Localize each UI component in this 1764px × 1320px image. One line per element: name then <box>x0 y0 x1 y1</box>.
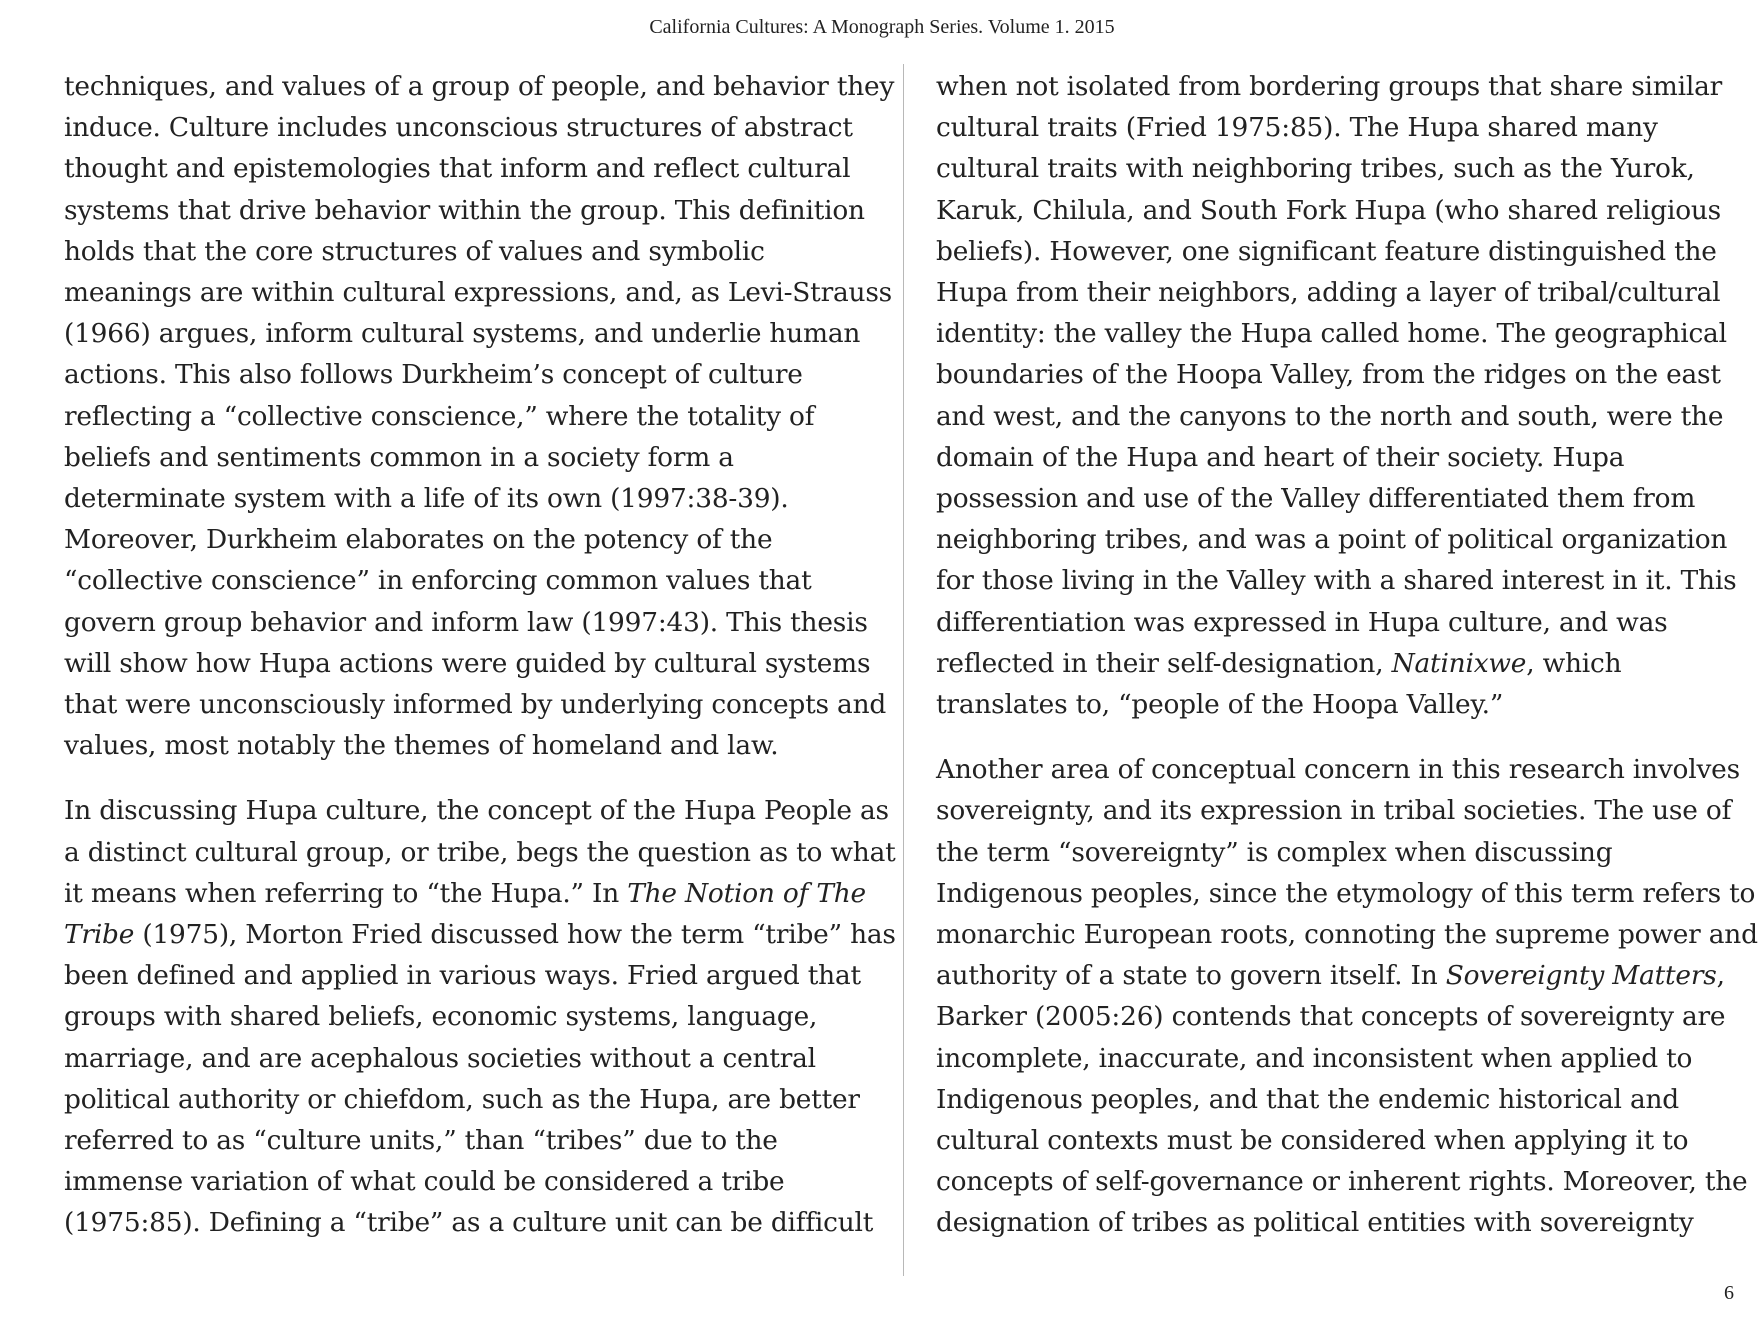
text-run: reflected in their self-designation, <box>936 647 1392 679</box>
paragraph-gap <box>936 725 1736 749</box>
text-line: (1966) argues, inform cultural systems, and underlie human <box>64 318 861 350</box>
text-line: neighboring tribes, and was a point of political organization <box>936 524 1728 556</box>
text-line <box>936 643 1736 684</box>
text-line: Indigenous peoples, since the etymology of this term refers to <box>936 877 1756 909</box>
text-line: concepts of self-governance or inherent rights. Moreover, the <box>936 1166 1748 1198</box>
text-line: when not isolated from bordering groups that share similar <box>936 71 1723 102</box>
text-line: immense variation of what could be considered a tribe <box>64 1166 785 1198</box>
right-paragraph-2 <box>936 749 1758 1243</box>
text-line: referred to as “culture units,” than “tribes” due to the <box>64 1125 778 1157</box>
text-run: authority of a state to govern itself. In <box>936 960 1446 992</box>
running-header: California Cultures: A Monograph Series. Volume 1. 2015 <box>649 16 1115 38</box>
text-line: thought and epistemologies that inform and reflect cultural <box>64 153 851 185</box>
text-run: , which <box>1526 647 1622 679</box>
text-line: groups with shared beliefs, economic systems, language, <box>64 1001 818 1033</box>
native-term-italic: Natinixwe <box>1391 647 1527 679</box>
left-paragraph-2 <box>64 790 896 1243</box>
right-column <box>936 66 1758 1244</box>
text-line: cultural contexts must be considered when applying it to <box>936 1125 1689 1157</box>
text-line <box>64 914 896 955</box>
text-line: induce. Culture includes unconscious structures of abstract <box>64 112 853 144</box>
text-line: possession and use of the Valley differentiated them from <box>936 483 1696 515</box>
text-line: incomplete, inaccurate, and inconsistent when applied to <box>936 1042 1693 1074</box>
text-line: translates to, “people of the Hoopa Valley.” <box>936 689 1504 721</box>
left-paragraph-1 <box>64 66 895 766</box>
text-line: “collective conscience” in enforcing common values that <box>64 565 812 597</box>
text-line: boundaries of the Hoopa Valley, from the ridges on the east <box>936 359 1721 391</box>
left-column <box>64 66 896 1244</box>
text-line: techniques, and values of a group of people, and behavior they <box>64 71 895 102</box>
paragraph-gap <box>64 766 874 790</box>
page-number: 6 <box>1724 1282 1734 1304</box>
text-run: , <box>1716 960 1725 992</box>
book-title-italic: The Notion of The <box>627 877 866 909</box>
book-title-italic: Sovereignty Matters <box>1445 960 1717 992</box>
text-line: for those living in the Valley with a shared interest in it. This <box>936 565 1737 597</box>
text-line: values, most notably the themes of homeland and law. <box>64 730 779 762</box>
text-line: cultural traits (Fried 1975:85). The Hupa shared many <box>936 112 1658 144</box>
book-title-italic: Tribe <box>64 919 135 951</box>
text-line: identity: the valley the Hupa called home. The geographical <box>936 318 1727 350</box>
text-line: Hupa from their neighbors, adding a layer of tribal/cultural <box>936 277 1721 309</box>
text-line: In discussing Hupa culture, the concept of the Hupa People as <box>64 795 889 827</box>
text-line: the term “sovereignty” is complex when discussing <box>936 836 1613 868</box>
text-line: cultural traits with neighboring tribes, such as the Yurok, <box>936 153 1695 185</box>
text-line: been defined and applied in various ways. Fried argued that <box>64 960 861 992</box>
text-line: and west, and the canyons to the north and south, were the <box>936 400 1724 432</box>
text-line: actions. This also follows Durkheim’s concept of culture <box>64 359 803 391</box>
text-line: holds that the core structures of values and symbolic <box>64 235 765 267</box>
text-line: differentiation was expressed in Hupa culture, and was <box>936 606 1668 638</box>
text-line: (1975:85). Defining a “tribe” as a culture unit can be difficult <box>64 1207 874 1239</box>
text-line: Barker (2005:26) contends that concepts of sovereignty are <box>936 1001 1726 1033</box>
text-line: reflecting a “collective conscience,” where the totality of <box>64 400 815 432</box>
text-line: beliefs and sentiments common in a society form a <box>64 441 734 473</box>
text-line: determinate system with a life of its own (1997:38-39). <box>64 483 789 515</box>
text-line: govern group behavior and inform law (1997:43). This thesis <box>64 606 868 638</box>
text-line: Indigenous peoples, and that the endemic historical and <box>936 1083 1679 1115</box>
text-line: domain of the Hupa and heart of their society. Hupa <box>936 441 1625 473</box>
text-line: designation of tribes as political entities with sovereignty <box>936 1207 1694 1239</box>
text-line: Karuk, Chilula, and South Fork Hupa (who shared religious <box>936 194 1722 226</box>
text-line: will show how Hupa actions were guided by cultural systems <box>64 647 871 679</box>
text-line: systems that drive behavior within the group. This definition <box>64 194 865 226</box>
text-line <box>936 955 1736 996</box>
text-line: beliefs). However, one significant feature distinguished the <box>936 235 1717 267</box>
column-divider <box>903 64 904 1276</box>
text-run: it means when referring to “the Hupa.” In <box>64 877 628 909</box>
text-line: Moreover, Durkheim elaborates on the potency of the <box>64 524 773 556</box>
text-line: that were unconsciously informed by underlying concepts and <box>64 689 887 721</box>
text-line <box>64 873 874 914</box>
text-run: (1975), Morton Fried discussed how the term “tribe” has <box>134 919 896 951</box>
text-line: political authority or chiefdom, such as the Hupa, are better <box>64 1083 860 1115</box>
text-line: sovereignty, and its expression in tribal societies. The use of <box>936 795 1732 827</box>
right-paragraph-1 <box>936 66 1736 725</box>
text-line: a distinct cultural group, or tribe, begs the question as to what <box>64 836 896 868</box>
text-line: monarchic European roots, connoting the supreme power and <box>936 919 1758 951</box>
text-line: meanings are within cultural expressions, and, as Levi-Strauss <box>64 277 893 309</box>
text-line: Another area of conceptual concern in this research involves <box>936 754 1740 786</box>
text-line: marriage, and are acephalous societies without a central <box>64 1042 816 1074</box>
